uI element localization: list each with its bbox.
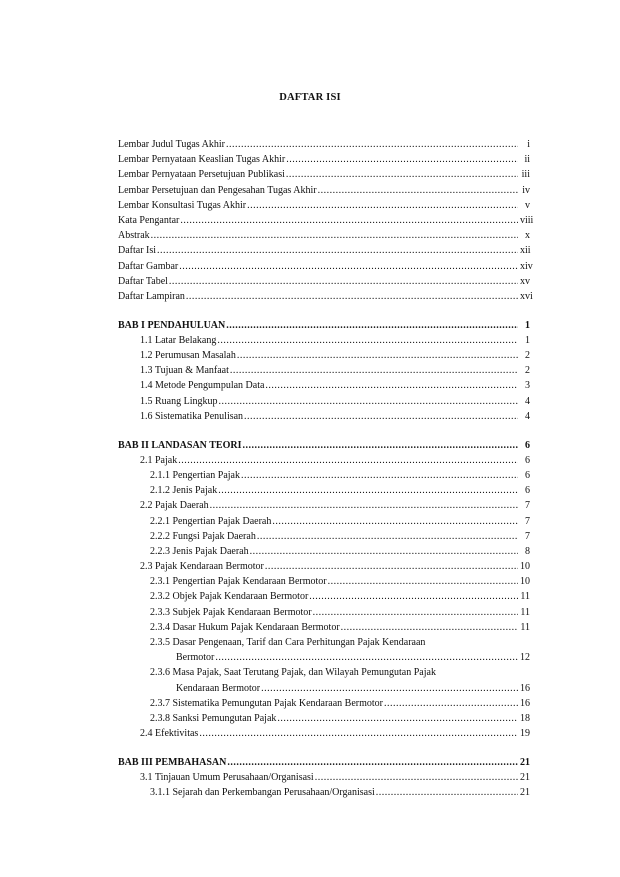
toc-entry-label: Daftar Tabel <box>118 275 168 287</box>
dot-leader <box>272 514 518 529</box>
section-gap <box>118 304 530 318</box>
dot-leader <box>286 167 518 182</box>
toc-page-number: 6 <box>525 469 530 481</box>
toc-entry <box>118 559 530 574</box>
dot-leader <box>210 498 518 513</box>
toc-entry-label: Lembar Pernyataan Keaslian Tugas Akhir <box>118 154 286 166</box>
toc-page-number: ii <box>524 154 530 166</box>
toc-entry-label: Lembar Pernyataan Persetujuan Publikasi <box>118 169 285 181</box>
toc-page-number: 12 <box>520 652 530 664</box>
toc-page-number: 11 <box>520 591 530 603</box>
dot-leader <box>341 620 518 635</box>
toc-entry <box>118 378 530 393</box>
dot-leader <box>328 574 518 589</box>
toc-page-number: 2 <box>525 350 530 362</box>
toc-entry-label: 2.3.6 Masa Pajak, Saat Terutang Pajak, dan Wilayah Pemungutan Pajak <box>150 667 436 679</box>
toc-entry-label: 1.6 Sistematika Penulisan <box>140 410 244 422</box>
toc-entry <box>118 394 530 409</box>
toc-entry-label: 2.1 Pajak <box>140 454 178 466</box>
dot-leader <box>186 289 518 304</box>
dot-leader <box>219 394 519 409</box>
section-gap <box>118 424 530 438</box>
dot-leader <box>151 228 518 243</box>
toc-entry <box>118 696 530 711</box>
toc-page-number: 6 <box>525 439 530 451</box>
toc-entry <box>118 468 530 483</box>
toc-page-number: 4 <box>525 395 530 407</box>
toc-entry <box>118 409 530 424</box>
toc-entry-label: Lembar Persetujuan dan Pengesahan Tugas Akhir <box>118 184 317 196</box>
toc-entry-label: Daftar Gambar <box>118 260 179 272</box>
toc-entry <box>118 498 530 513</box>
toc-entry <box>118 635 530 650</box>
toc-page-number: xiv <box>520 260 533 272</box>
dot-leader <box>261 681 518 696</box>
dot-leader <box>257 529 518 544</box>
toc-entry-label: 2.3.2 Objek Pajak Kendaraan Bermotor <box>150 591 309 603</box>
toc-entry <box>118 274 530 289</box>
toc-entry <box>118 711 530 726</box>
toc-chapter-entry <box>118 755 530 770</box>
toc-entry-label: Lembar Konsultasi Tugas Akhir <box>118 199 247 211</box>
dot-leader <box>215 650 518 665</box>
toc-page-number: 1 <box>525 319 530 331</box>
toc-entry <box>118 348 530 363</box>
toc-page-number: x <box>525 230 530 242</box>
toc-entry-label: 1.1 Latar Belakang <box>140 334 217 346</box>
toc-entry <box>118 228 530 243</box>
dot-leader <box>226 318 518 333</box>
toc-page-number: 21 <box>520 787 530 799</box>
toc-entry <box>118 363 530 378</box>
toc-entry <box>118 453 530 468</box>
toc-entry <box>118 589 530 604</box>
toc-page-number: 3 <box>525 380 530 392</box>
toc-entry <box>118 183 530 198</box>
toc-page-number: 1 <box>525 334 530 346</box>
toc-page-number: 7 <box>525 500 530 512</box>
dot-leader <box>199 726 518 741</box>
toc-entry <box>118 665 530 680</box>
dot-leader <box>227 755 518 770</box>
toc-entry-label: 1.4 Metode Pengumpulan Data <box>140 380 265 392</box>
toc-entry <box>118 137 530 152</box>
toc-entry <box>118 514 530 529</box>
toc-entry-label: Kata Pengantar <box>118 214 180 226</box>
dot-leader <box>250 544 518 559</box>
dot-leader <box>226 137 518 152</box>
toc-page-number: 7 <box>525 530 530 542</box>
toc-entry-label: 2.4 Efektivitas <box>140 728 199 740</box>
toc-entry-label: 2.2.3 Jenis Pajak Daerah <box>150 545 249 557</box>
toc-page-number: 21 <box>520 772 530 784</box>
toc-entry-label: 2.3.7 Sistematika Pemungutan Pajak Kendaraan Bermotor <box>150 697 384 709</box>
toc-entry <box>118 574 530 589</box>
dot-leader <box>318 183 518 198</box>
toc-entry-label: 2.3.4 Dasar Hukum Pajak Kendaraan Bermotor <box>150 621 340 633</box>
dot-leader <box>277 711 518 726</box>
dot-leader <box>244 409 518 424</box>
toc-entry <box>118 620 530 635</box>
dot-leader <box>286 152 518 167</box>
toc-page-number: xii <box>520 245 531 257</box>
toc-entry-label: 3.1.1 Sejarah dan Perkembangan Perusahaan/Organisasi <box>150 787 375 799</box>
toc-page-number: 6 <box>525 485 530 497</box>
dot-leader <box>313 605 518 620</box>
table-of-contents <box>118 137 534 800</box>
toc-page-number: 4 <box>525 410 530 422</box>
dot-leader <box>157 243 518 258</box>
toc-page-number: iv <box>522 184 530 196</box>
section-gap <box>118 741 530 755</box>
toc-page-number: 18 <box>520 712 530 724</box>
toc-entry-label: Daftar Lampiran <box>118 290 185 302</box>
dot-leader <box>384 696 518 711</box>
dot-leader <box>169 274 518 289</box>
toc-entry <box>118 152 530 167</box>
toc-page-number: iii <box>521 169 530 181</box>
toc-entry <box>118 726 530 741</box>
toc-entry-label: 2.2.1 Pengertian Pajak Daerah <box>150 515 272 527</box>
toc-entry-label: 2.1.1 Pengertian Pajak <box>150 469 240 481</box>
toc-entry-label: 2.1.2 Jenis Pajak <box>150 485 218 497</box>
toc-page-number: v <box>525 199 530 211</box>
dot-leader <box>218 483 518 498</box>
toc-entry-label: 2.3.8 Sanksi Pemungutan Pajak <box>150 712 277 724</box>
toc-page-number: 2 <box>525 365 530 377</box>
page-title: DAFTAR ISI <box>279 92 341 103</box>
toc-entry <box>118 243 530 258</box>
toc-entry <box>118 529 530 544</box>
toc-entry-label: Daftar Isi <box>118 245 157 257</box>
toc-entry <box>118 167 530 182</box>
dot-leader <box>247 198 518 213</box>
dot-leader <box>265 378 518 393</box>
dot-leader <box>241 468 518 483</box>
toc-entry <box>118 681 530 696</box>
toc-entry <box>118 213 534 228</box>
toc-page-number: 16 <box>520 682 530 694</box>
toc-page-number: viii <box>520 214 534 226</box>
toc-page-number: 21 <box>520 756 530 768</box>
toc-chapter-entry <box>118 318 530 333</box>
dot-leader <box>315 770 518 785</box>
toc-entry-label: 3.1 Tinjauan Umum Perusahaan/Organisasi <box>140 772 314 784</box>
toc-page-number: i <box>527 139 530 150</box>
toc-page-number: 6 <box>525 454 530 466</box>
toc-page-number: 11 <box>520 606 530 618</box>
dot-leader <box>265 559 518 574</box>
dot-leader <box>179 259 518 274</box>
toc-page-number: 16 <box>520 697 530 709</box>
toc-entry-label: 2.2.2 Fungsi Pajak Daerah <box>150 530 256 542</box>
toc-entry-label: 2.2 Pajak Daerah <box>140 500 209 512</box>
toc-page-number: 10 <box>520 561 530 573</box>
toc-entry-label: 1.5 Ruang Lingkup <box>140 395 218 407</box>
toc-entry-label: Lembar Judul Tugas Akhir <box>118 139 225 150</box>
toc-entry <box>118 198 530 213</box>
toc-entry <box>118 650 530 665</box>
toc-entry <box>118 289 533 304</box>
dot-leader <box>178 453 518 468</box>
toc-entry-label: BAB III PEMBAHASAN <box>118 756 227 768</box>
toc-entry <box>118 483 530 498</box>
dot-leader <box>376 785 518 800</box>
toc-page-number: 10 <box>520 576 530 588</box>
toc-entry-label: 2.3 Pajak Kendaraan Bermotor <box>140 561 264 573</box>
toc-page-number: 11 <box>520 621 530 633</box>
dot-leader <box>217 333 518 348</box>
toc-entry <box>118 785 530 800</box>
dot-leader <box>237 348 518 363</box>
toc-entry <box>118 333 530 348</box>
toc-entry <box>118 770 530 785</box>
toc-entry-label: 1.2 Perumusan Masalah <box>140 350 236 362</box>
toc-page-number: xvi <box>520 290 533 302</box>
toc-entry-label: 2.3.3 Subjek Pajak Kendaraan Bermotor <box>150 606 312 618</box>
toc-page-number: 19 <box>520 728 530 740</box>
toc-page-number: 8 <box>525 545 530 557</box>
toc-entry-label: 2.3.1 Pengertian Pajak Kendaraan Bermotor <box>150 576 327 588</box>
toc-entry-label: 2.3.5 Dasar Pengenaan, Tarif dan Cara Perhitungan Pajak Kendaraan <box>150 637 426 648</box>
toc-entry <box>118 605 530 620</box>
dot-leader <box>180 213 518 228</box>
toc-entry-label: Bermotor <box>176 652 215 664</box>
toc-entry-label: Abstrak <box>118 230 150 242</box>
toc-page-number: 7 <box>525 515 530 527</box>
toc-entry <box>118 259 533 274</box>
toc-entry-label: BAB II LANDASAN TEORI <box>118 439 242 451</box>
dot-leader <box>309 589 518 604</box>
dot-leader <box>230 363 518 378</box>
toc-entry-label: BAB I PENDAHULUAN <box>118 319 226 331</box>
toc-chapter-entry <box>118 438 530 453</box>
toc-entry <box>118 544 530 559</box>
toc-page-number: xv <box>520 275 530 287</box>
toc-entry-label: Kendaraan Bermotor <box>176 682 261 694</box>
toc-entry-label: 1.3 Tujuan & Manfaat <box>140 365 229 377</box>
dot-leader <box>242 438 518 453</box>
